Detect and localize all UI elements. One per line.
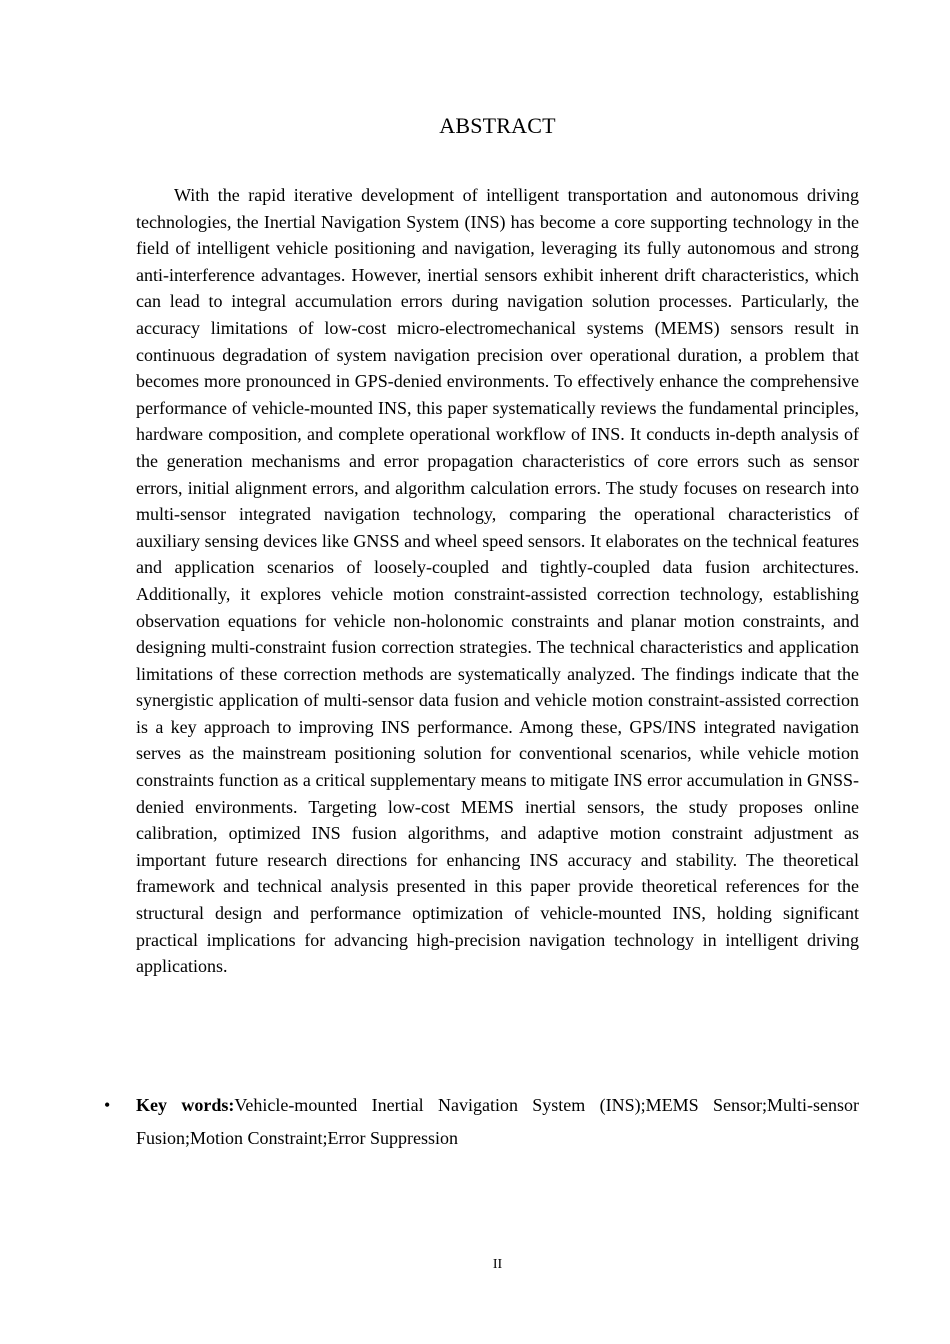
abstract-title: ABSTRACT	[439, 113, 556, 138]
abstract-body: With the rapid iterative development of intelligent transportation and autonomous driving technologies, the Inertial Navigation System (INS) has become a core supporting technology in the field of intelligent vehicle positioning and navigation, leveraging its fully autonomous and strong anti-interference advantages. However, inertial sensors exhibit inherent drift characteristics, which can lead to integral accumulation errors during navigation solution processes. Particularly, the accuracy limitations of low-cost micro-electromechanical systems (MEMS) sensors result in continuous degradation of system navigation precision over operational duration, a problem that becomes more pronounced in GPS-denied environments. To effectively enhance the comprehensive performance of vehicle-mounted INS, this paper systematically reviews the fundamental principles, hardware composition, and complete operational workflow of INS. It conducts in-depth analysis of the generation mechanisms and error propagation characteristics of core errors such as sensor errors, initial alignment errors, and algorithm calculation errors. The study focuses on research into multi-sensor integrated navigation technology, comparing the operational characteristics of auxiliary sensing devices like GNSS and wheel speed sensors. It elaborates on the technical features and application scenarios of loosely-coupled and tightly-coupled data fusion architectures. Additionally, it explores vehicle motion constraint-assisted correction technology, establishing observation equations for vehicle non-holonomic constraints and planar motion constraints, and designing multi-constraint fusion correction strategies. The technical characteristics and application limitations of these correction methods are systematically analyzed. The findings indicate that the synergistic application of multi-sensor data fusion and vehicle motion constraint-assisted correction is a key approach to improving INS performance. Among these, GPS/INS integrated navigation serves as the mainstream positioning solution for conventional scenarios, while vehicle motion constraints function as a critical supplementary means to mitigate INS error accumulation in GNSS-denied environments. Targeting low-cost MEMS inertial sensors, the study proposes online calibration, optimized INS fusion algorithms, and adaptive motion constraint adjustment as important future research directions for enhancing INS accuracy and stability. The theoretical framework and technical analysis presented in this paper provide theoretical references for the structural design and performance optimization of vehicle-mounted INS, holding significant practical implications for advancing high-precision navigation technology in intelligent driving applications.	[136, 185, 859, 977]
keywords-bullet: •	[104, 1095, 111, 1115]
keywords-paragraph	[136, 1089, 859, 1155]
keywords-label: Key words:	[136, 1095, 235, 1115]
page-number: II	[492, 1257, 503, 1272]
keywords-value: Vehicle-mounted Inertial Navigation System (INS);MEMS Sensor;Multi-sensor Fusion;Motion Constraint;Error Suppression	[136, 1095, 859, 1148]
